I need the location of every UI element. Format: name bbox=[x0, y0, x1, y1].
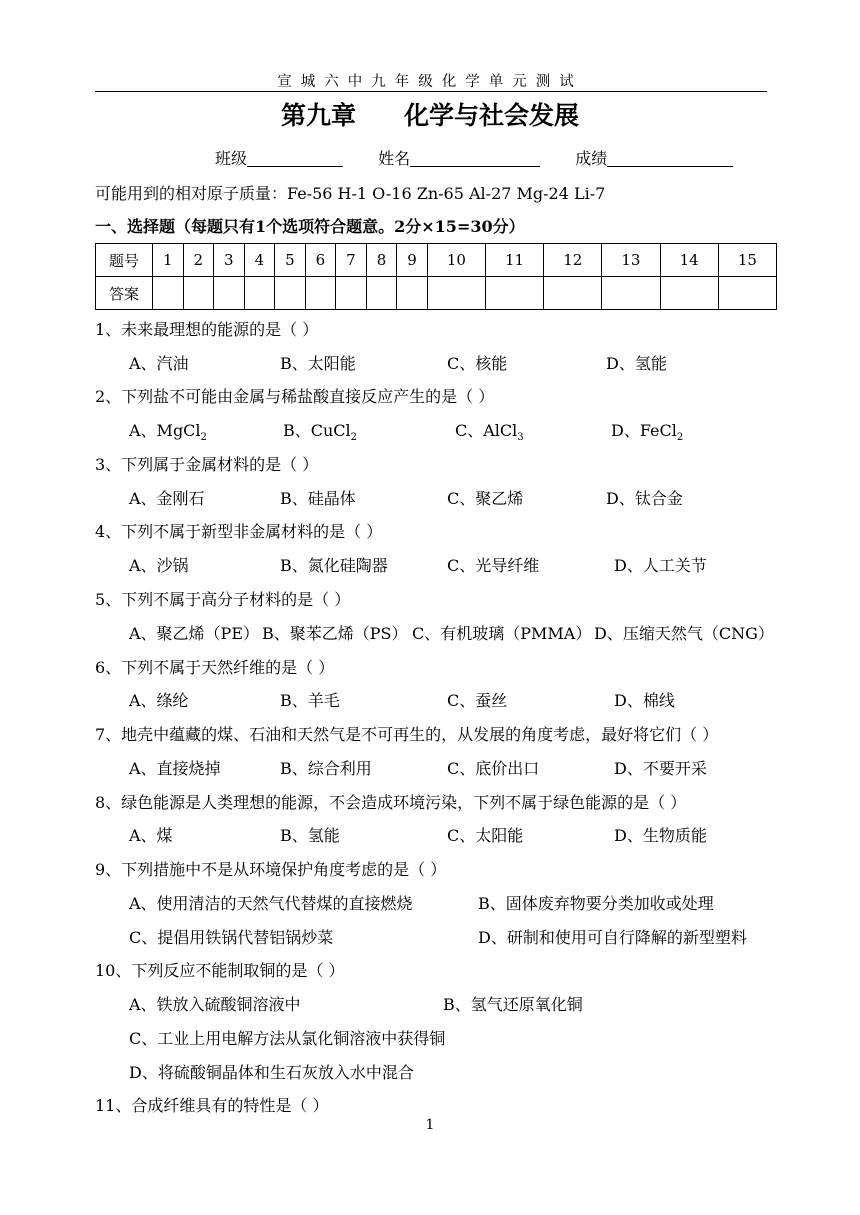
answer-cell[interactable] bbox=[366, 277, 397, 310]
question-4: 4、下列不属于新型非金属材料的是（ ） bbox=[95, 522, 383, 541]
q2-option-a[interactable]: A、MgCl$_2$ bbox=[129, 421, 207, 444]
answer-row bbox=[96, 277, 777, 310]
q3-option-b[interactable]: B、硅晶体 bbox=[280, 489, 356, 508]
header-rule bbox=[95, 91, 767, 92]
answer-cell[interactable] bbox=[427, 277, 485, 310]
q8-option-a[interactable]: A、煤 bbox=[129, 826, 173, 845]
q7-option-d[interactable]: D、不要开采 bbox=[614, 759, 707, 778]
answer-cell[interactable] bbox=[660, 277, 718, 310]
answer-cell[interactable] bbox=[214, 277, 245, 310]
qno-cell: 3 bbox=[214, 244, 245, 277]
q6-option-c[interactable]: C、蚕丝 bbox=[447, 691, 508, 710]
row-label-question-no: 题号 bbox=[96, 244, 153, 277]
q6-option-a[interactable]: A、绦纶 bbox=[129, 691, 189, 710]
header-title: 宣城六中九年级化学单元测试 bbox=[277, 74, 583, 90]
q4-option-d[interactable]: D、人工关节 bbox=[614, 556, 707, 575]
qno-cell: 4 bbox=[244, 244, 275, 277]
q4-option-a[interactable]: A、沙锅 bbox=[129, 556, 189, 575]
q8-option-d[interactable]: D、生物质能 bbox=[614, 826, 707, 845]
answer-cell[interactable] bbox=[153, 277, 184, 310]
question-1: 1、未来最理想的能源的是（ ） bbox=[95, 320, 319, 339]
qno-cell: 14 bbox=[660, 244, 718, 277]
answer-cell[interactable] bbox=[275, 277, 306, 310]
q1-option-d[interactable]: D、氢能 bbox=[606, 354, 667, 373]
q2-option-c[interactable]: C、AlCl$_3$ bbox=[455, 421, 524, 444]
q9-option-c[interactable]: C、提倡用铁锅代替铝锅炒菜 bbox=[129, 928, 334, 947]
name-blank[interactable] bbox=[410, 150, 540, 167]
q8-option-c[interactable]: C、太阳能 bbox=[447, 826, 524, 845]
answer-cell[interactable] bbox=[336, 277, 367, 310]
q5-option-a[interactable]: A、聚乙烯（PE） bbox=[129, 624, 260, 643]
page-number: 1 bbox=[425, 1117, 435, 1133]
q1-option-a[interactable]: A、汽油 bbox=[129, 354, 189, 373]
q9-option-a[interactable]: A、使用清洁的天然气代替煤的直接燃烧 bbox=[129, 894, 413, 913]
q2-option-b[interactable]: B、CuCl$_2$ bbox=[283, 421, 358, 444]
question-7: 7、地壳中蕴藏的煤、石油和天然气是不可再生的，从发展的角度考虑，最好将它们（ ） bbox=[95, 725, 719, 744]
question-5: 5、下列不属于高分子材料的是（ ） bbox=[95, 590, 351, 609]
question-8: 8、绿色能源是人类理想的能源，不会造成环境污染，下列不属于绿色能源的是（ ） bbox=[95, 793, 687, 812]
q6-option-b[interactable]: B、羊毛 bbox=[280, 691, 340, 710]
score-blank[interactable] bbox=[607, 150, 733, 167]
answer-cell[interactable] bbox=[718, 277, 776, 310]
q7-option-c[interactable]: C、底价出口 bbox=[447, 759, 540, 778]
q4-option-c[interactable]: C、光导纤维 bbox=[447, 556, 540, 575]
question-2: 2、下列盐不可能由金属与稀盐酸直接反应产生的是（ ） bbox=[95, 387, 495, 406]
question-3: 3、下列属于金属材料的是（ ） bbox=[95, 455, 319, 474]
question-9: 9、下列措施中不是从环境保护角度考虑的是（ ） bbox=[95, 860, 447, 879]
answer-cell[interactable] bbox=[485, 277, 543, 310]
answer-cell[interactable] bbox=[544, 277, 602, 310]
chapter-number: 第九章 bbox=[280, 101, 356, 130]
chapter-title bbox=[0, 96, 860, 132]
qno-cell: 8 bbox=[366, 244, 397, 277]
q7-option-b[interactable]: B、综合利用 bbox=[280, 759, 372, 778]
qno-cell: 2 bbox=[183, 244, 214, 277]
q3-option-a[interactable]: A、金刚石 bbox=[129, 489, 205, 508]
question-11: 11、合成纤维具有的特性是（ ） bbox=[95, 1096, 329, 1115]
qno-cell: 12 bbox=[544, 244, 602, 277]
q3-option-d[interactable]: D、钛合金 bbox=[606, 489, 683, 508]
q3-option-c[interactable]: C、聚乙烯 bbox=[447, 489, 524, 508]
q10-option-d[interactable]: D、将硫酸铜晶体和生石灰放入水中混合 bbox=[129, 1063, 414, 1082]
class-label: 班级 bbox=[215, 149, 248, 168]
answer-cell[interactable] bbox=[602, 277, 660, 310]
chapter-name: 化学与社会发展 bbox=[404, 101, 580, 130]
q5-option-b[interactable]: B、聚苯乙烯（PS） bbox=[262, 624, 408, 643]
student-info bbox=[215, 146, 763, 169]
section-heading: 一、选择题（每题只有1个选项符合题意。2分×15=30分） bbox=[95, 217, 525, 236]
answer-cell[interactable] bbox=[244, 277, 275, 310]
q1-option-c[interactable]: C、核能 bbox=[447, 354, 508, 373]
atomic-mass-line: 可能用到的相对原子质量：Fe-56 H-1 O-16 Zn-65 Al-27 Mg-24 Li-7 bbox=[95, 184, 606, 203]
answer-cell[interactable] bbox=[183, 277, 214, 310]
qno-cell: 9 bbox=[397, 244, 428, 277]
question-10: 10、下列反应不能制取铜的是（ ） bbox=[95, 961, 345, 980]
q10-option-a[interactable]: A、铁放入硫酸铜溶液中 bbox=[129, 995, 301, 1014]
answer-table bbox=[95, 243, 777, 310]
qno-cell: 1 bbox=[153, 244, 184, 277]
question-6: 6、下列不属于天然纤维的是（ ） bbox=[95, 658, 335, 677]
name-label: 姓名 bbox=[378, 149, 411, 168]
qno-cell: 5 bbox=[275, 244, 306, 277]
q7-option-a[interactable]: A、直接烧掉 bbox=[129, 759, 221, 778]
q10-option-c[interactable]: C、工业上用电解方法从氯化铜溶液中获得铜 bbox=[129, 1029, 446, 1048]
q9-option-b[interactable]: B、固体废弃物要分类加收或处理 bbox=[478, 894, 714, 913]
class-blank[interactable] bbox=[247, 150, 343, 167]
qno-cell: 6 bbox=[305, 244, 336, 277]
qno-cell: 10 bbox=[427, 244, 485, 277]
answer-cell[interactable] bbox=[397, 277, 428, 310]
q5-option-c[interactable]: C、有机玻璃（PMMA） bbox=[412, 624, 592, 643]
qno-cell: 7 bbox=[336, 244, 367, 277]
question-number-row bbox=[96, 244, 777, 277]
answer-cell[interactable] bbox=[305, 277, 336, 310]
qno-cell: 15 bbox=[718, 244, 776, 277]
q1-option-b[interactable]: B、太阳能 bbox=[280, 354, 356, 373]
qno-cell: 13 bbox=[602, 244, 660, 277]
q6-option-d[interactable]: D、棉线 bbox=[614, 691, 675, 710]
q5-option-d[interactable]: D、压缩天然气（CNG） bbox=[594, 624, 774, 643]
q9-option-d[interactable]: D、研制和使用可自行降解的新型塑料 bbox=[478, 928, 747, 947]
row-label-answer: 答案 bbox=[96, 277, 153, 310]
qno-cell: 11 bbox=[485, 244, 543, 277]
q8-option-b[interactable]: B、氢能 bbox=[280, 826, 340, 845]
q10-option-b[interactable]: B、氢气还原氧化铜 bbox=[443, 995, 583, 1014]
q4-option-b[interactable]: B、氮化硅陶器 bbox=[280, 556, 388, 575]
score-label: 成绩 bbox=[575, 149, 608, 168]
q2-option-d[interactable]: D、FeCl$_2$ bbox=[611, 421, 684, 444]
